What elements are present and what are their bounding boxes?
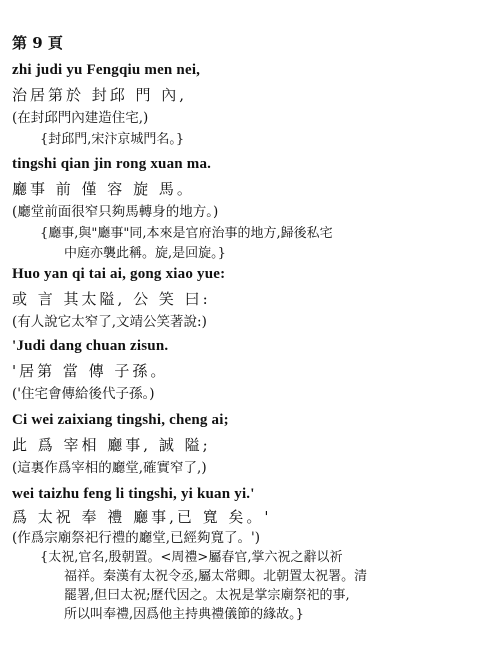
annotation-line: 罷署,但曰太祝;歷代因之。太祝是掌宗廟祭祀的事, [64, 588, 350, 603]
chinese-line: 爲 太祝 奉 禮 廳事,已 寬 矣。' [12, 508, 272, 526]
pinyin-line: tingshi qian jin rong xuan ma. [12, 156, 212, 172]
chinese-line: 此 爲 宰相 廳事, 誠 隘; [12, 436, 211, 454]
pinyin-line: Huo yan qi tai ai, gong xiao yue: [12, 266, 226, 282]
translation-line: (作爲宗廟祭祀行禮的廳堂,已經夠寬了。') [12, 530, 261, 546]
annotation-line: 所以叫奉禮,因爲他主持典禮儀節的緣故。} [64, 607, 304, 622]
translation-line: (這裏作爲宰相的廳堂,確實窄了,) [12, 460, 207, 476]
annotation-line: 中庭亦襲此稱。旋,是回旋。} [64, 246, 226, 261]
annotation-line: {封邱門,宋汴京城門名。} [40, 132, 185, 147]
chinese-line: 廳事 前 僅 容 旋 馬。 [12, 180, 195, 198]
translation-line: (有人說它太窄了,文靖公笑著說:) [12, 314, 207, 330]
chinese-line: '居第 當 傳 子孫。 [12, 362, 169, 380]
annotation-line: {廳事,與"廳事"同,本來是官府治事的地方,歸後私宅 [40, 226, 333, 241]
chinese-line: 治居第於 封邱 門 內, [12, 86, 188, 104]
annotation-line: 福祥。秦漢有太祝令丞,屬太常卿。北朝置太祝署。清 [64, 569, 368, 584]
translation-line: ('住宅會傳給後代子孫。) [12, 386, 155, 402]
pinyin-line: 'Judi dang chuan zisun. [12, 338, 169, 354]
pinyin-line: Ci wei zaixiang tingshi, cheng ai; [12, 412, 229, 428]
translation-line: (在封邱門內建造住宅,) [12, 110, 149, 126]
pinyin-line: wei taizhu feng li tingshi, yi kuan yi.' [12, 486, 255, 502]
translation-line: (廳堂前面很窄只夠馬轉身的地方。) [12, 204, 219, 220]
pinyin-line: zhi judi yu Fengqiu men nei, [12, 62, 201, 78]
chinese-line: 或 言 其太隘, 公 笑 曰: [12, 290, 211, 308]
page-number: 第 9 頁 [12, 34, 63, 52]
annotation-line: {太祝,官名,殷朝置。<周禮>屬春官,掌六祝之辭以祈 [40, 550, 343, 565]
